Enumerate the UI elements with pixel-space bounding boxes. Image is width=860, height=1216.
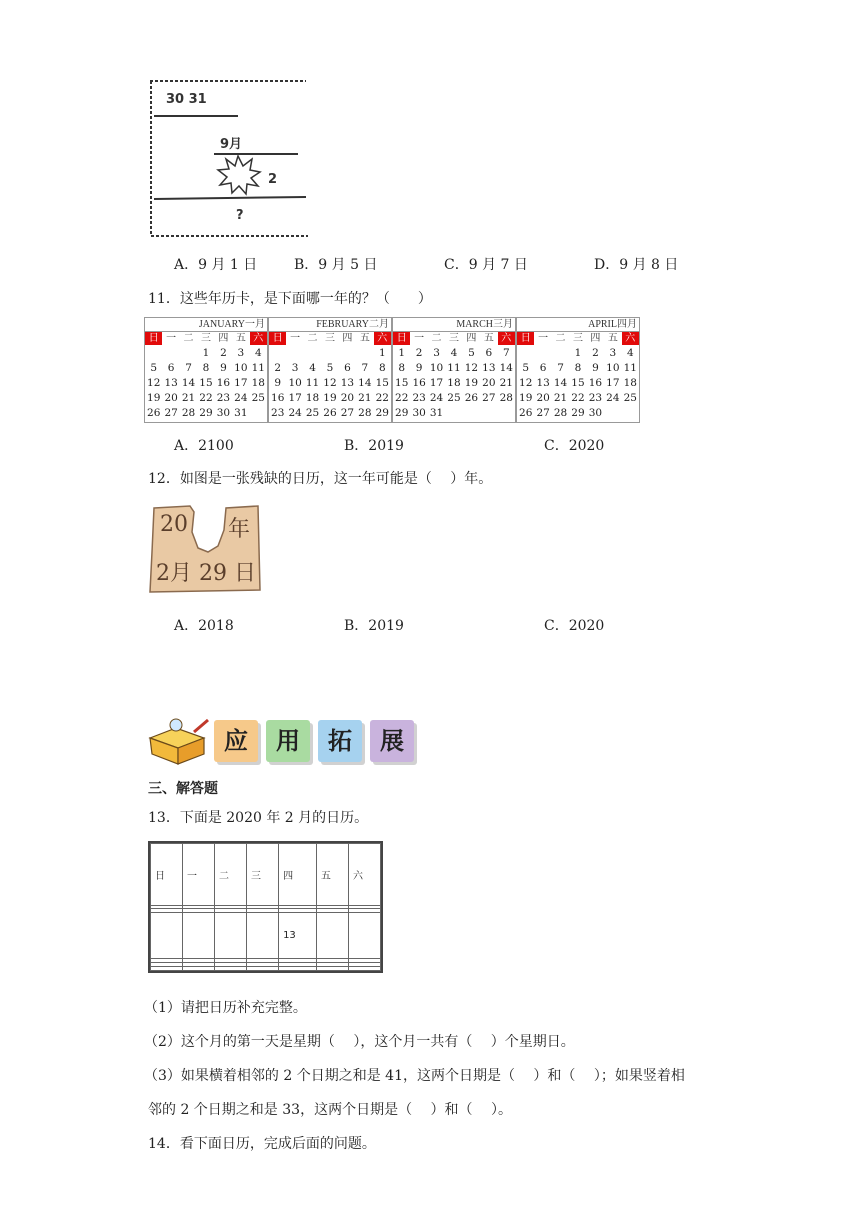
- calendar-card-january: [144, 317, 268, 423]
- day-grid: [517, 346, 639, 421]
- day-number: [339, 346, 356, 361]
- weekday-label: 一: [166, 333, 177, 344]
- blank-calendar-table: [148, 841, 383, 973]
- day-number: 14: [499, 362, 513, 374]
- table-row: [151, 967, 381, 971]
- weekday-label: 一: [414, 333, 425, 344]
- day-number: 9: [274, 377, 282, 389]
- day-number: 5: [150, 362, 158, 374]
- day-number: 2: [415, 347, 423, 359]
- day-number: 28: [358, 407, 372, 419]
- day-number: 29: [395, 407, 409, 419]
- day-number: 25: [623, 392, 637, 404]
- weekday-row: [269, 332, 391, 345]
- day-number: 12: [519, 377, 533, 389]
- table-cell[interactable]: [247, 913, 279, 959]
- weekday-label: 六: [498, 332, 515, 345]
- day-number: 31: [234, 407, 248, 419]
- day-number: 18: [305, 392, 320, 404]
- day-number: [552, 346, 569, 361]
- weekday-label: 六: [622, 332, 639, 345]
- weekday-label: 五: [483, 333, 494, 344]
- day-number: 3: [433, 347, 440, 359]
- weekday-label: 三: [200, 333, 211, 344]
- option-b[interactable]: B．2019: [344, 618, 404, 634]
- day-number: 4: [254, 347, 262, 359]
- day-number: 4: [450, 347, 458, 359]
- table-cell[interactable]: [316, 913, 348, 959]
- day-number: 22: [571, 392, 585, 404]
- weekday-label: 二: [555, 333, 566, 344]
- header-cell: 一: [183, 844, 215, 906]
- day-number: 13: [340, 377, 355, 389]
- day-number: 8: [378, 362, 386, 374]
- day-number: 19: [519, 392, 533, 404]
- weekday-label: 四: [466, 333, 477, 344]
- sub-question-3-line1: （3）如果横着相邻的 2 个日期之和是 41，这两个日期是（ ）和（ ）；如果竖着相: [144, 1068, 685, 1084]
- day-number: 5: [326, 362, 334, 374]
- weekday-label: 一: [538, 333, 549, 344]
- day-number: 29: [571, 407, 585, 419]
- day-number: 26: [464, 392, 479, 404]
- day-number: 13: [164, 377, 178, 389]
- day-number: 11: [447, 362, 461, 374]
- day-number: 6: [485, 347, 493, 359]
- table-cell[interactable]: [151, 967, 183, 971]
- day-number: 9: [592, 362, 599, 374]
- day-number: 7: [502, 347, 510, 359]
- day-number: 1: [574, 347, 582, 359]
- day-number: 23: [588, 392, 603, 404]
- day-number: 17: [606, 377, 620, 389]
- day-grid: [269, 346, 391, 421]
- date-text: 2月 29 日: [156, 561, 256, 586]
- banner-tile-4: 展: [370, 720, 414, 762]
- table-cell[interactable]: [183, 913, 215, 959]
- starburst-icon: [218, 156, 260, 194]
- table-cell[interactable]: [348, 967, 380, 971]
- day-number: 1: [202, 347, 210, 359]
- card-title: APRIL四月: [517, 318, 639, 332]
- sub-question-2: （2）这个月的第一天是星期（ ），这个月一共有（ ）个星期日。: [144, 1034, 575, 1050]
- weekday-label: 二: [183, 333, 194, 344]
- day-number: 5: [522, 362, 530, 374]
- header-cell: 六: [348, 844, 380, 906]
- option-d[interactable]: D．9 月 8 日: [594, 257, 679, 273]
- day-number: 20: [340, 392, 355, 404]
- day-number: 30: [412, 407, 426, 419]
- day-number: [321, 346, 338, 361]
- weekday-label: 二: [431, 333, 442, 344]
- day-number: 21: [358, 392, 372, 404]
- day-number: 1: [378, 347, 386, 359]
- day-number: 22: [199, 392, 213, 404]
- day-number: 18: [447, 377, 461, 389]
- day-number: 7: [557, 362, 564, 374]
- banner-tile-1: 应: [214, 720, 258, 762]
- day-number: 17: [288, 392, 302, 404]
- day-number: 22: [395, 392, 409, 404]
- day-number: 4: [626, 347, 634, 359]
- day-number: 26: [323, 407, 337, 419]
- day-number: 15: [571, 377, 585, 389]
- header-cell: 日: [151, 844, 183, 906]
- box-mascot-icon: [146, 716, 210, 766]
- day-number: 6: [167, 362, 175, 374]
- day-number: 16: [271, 392, 285, 404]
- section-title: 三、解答题: [148, 781, 218, 797]
- year-prefix: 20: [160, 512, 188, 537]
- weekday-label: 六: [374, 332, 391, 345]
- day-number: 6: [539, 362, 547, 374]
- day-number: 12: [147, 377, 161, 389]
- weekday-label: 五: [235, 333, 246, 344]
- weekday-label: 三: [448, 333, 459, 344]
- weekday-label: 日: [269, 332, 286, 345]
- option-c[interactable]: C．9 月 7 日: [444, 257, 528, 273]
- day-number: 8: [202, 362, 210, 374]
- weekday-label: 三: [572, 333, 583, 344]
- table-row: [151, 913, 381, 959]
- day-number: 3: [609, 347, 617, 359]
- day-number: 24: [288, 407, 302, 419]
- day-number: 10: [606, 362, 620, 374]
- weekday-label: 二: [307, 333, 318, 344]
- card-title: MARCH三月: [393, 318, 515, 332]
- day-number: 3: [291, 362, 299, 374]
- day-number: 27: [340, 407, 355, 419]
- day-grid: [145, 346, 267, 421]
- weekday-label: 一: [290, 333, 301, 344]
- day-number: 3: [237, 347, 245, 359]
- day-number: 14: [181, 377, 196, 389]
- day-number: 17: [234, 377, 248, 389]
- day-number: 15: [375, 377, 389, 389]
- day-number: 24: [234, 392, 248, 404]
- option-a[interactable]: A．2018: [174, 618, 234, 634]
- day-number: 11: [623, 362, 637, 374]
- day-number: 27: [482, 392, 496, 404]
- day-number: 18: [623, 377, 637, 389]
- day-number: 15: [395, 377, 409, 389]
- day-number: 31: [429, 407, 444, 419]
- calendar-card-april: [516, 317, 640, 423]
- weekday-label: 五: [359, 333, 370, 344]
- day-number: 16: [412, 377, 426, 389]
- day-number: 29: [375, 407, 389, 419]
- table-cell[interactable]: [348, 913, 380, 959]
- option-b[interactable]: B．9 月 5 日: [294, 257, 378, 273]
- day-number: 30: [216, 407, 231, 419]
- day-number: 10: [429, 362, 444, 374]
- torn-calendar-figure: [148, 78, 308, 238]
- day-number: 28: [499, 392, 513, 404]
- days-label: 30 31: [166, 92, 207, 107]
- calendar-card-february: [268, 317, 392, 423]
- day-number: 4: [309, 362, 316, 374]
- day-number: [517, 346, 534, 361]
- table-cell[interactable]: [247, 967, 279, 971]
- day-number: [286, 346, 303, 361]
- table-cell[interactable]: [215, 967, 247, 971]
- day-number: 13: [482, 362, 496, 374]
- day-number: 28: [553, 407, 568, 419]
- year-calendar-cards: [144, 317, 638, 421]
- day-number: 19: [147, 392, 161, 404]
- day-number: 27: [164, 407, 178, 419]
- day-number: 19: [323, 392, 337, 404]
- question-13-stem: 13．下面是 2020 年 2 月的日历。: [148, 810, 369, 826]
- marked-cell: 13: [279, 913, 317, 959]
- day-number: 22: [375, 392, 389, 404]
- day-number: 2: [274, 362, 282, 374]
- day-number: 21: [553, 392, 568, 404]
- option-c[interactable]: C．2020: [544, 438, 605, 454]
- weekday-label: 四: [218, 333, 229, 344]
- question-11-stem: 11．这些年历卡，是下面哪一年的？（ ）: [148, 291, 432, 307]
- day-number: [145, 346, 162, 361]
- day-number: [180, 346, 197, 361]
- table-cell[interactable]: [183, 967, 215, 971]
- day-number: 11: [305, 377, 320, 389]
- header-cell: 五: [316, 844, 348, 906]
- day-number: 23: [271, 407, 285, 419]
- day-number: 29: [199, 407, 213, 419]
- card-title: JANUARY一月: [145, 318, 267, 332]
- weekday-label: 五: [607, 333, 618, 344]
- option-c[interactable]: C．2020: [544, 618, 605, 634]
- option-b[interactable]: B．2019: [344, 438, 404, 454]
- day-number: 10: [234, 362, 248, 374]
- sub-question-3-line2: 邻的 2 个日期之和是 33，这两个日期是（ ）和（ ）。: [148, 1102, 512, 1118]
- day-number: [356, 346, 373, 361]
- day-number: 21: [181, 392, 196, 404]
- card-title: FEBRUARY二月: [269, 318, 391, 332]
- day-number: [304, 346, 321, 361]
- option-a[interactable]: A．2100: [174, 438, 234, 454]
- day-number: 27: [536, 407, 550, 419]
- day-number: 26: [147, 407, 161, 419]
- weekday-label: 四: [342, 333, 353, 344]
- sub-question-1: （1）请把日历补充完整。: [144, 1000, 307, 1016]
- weekday-row: [145, 332, 267, 345]
- day-number: 12: [323, 377, 337, 389]
- day-number: [269, 346, 286, 361]
- torn-date-card-figure: [146, 502, 262, 594]
- section-banner: [146, 716, 416, 766]
- table-cell[interactable]: [316, 967, 348, 971]
- day-number: 20: [164, 392, 178, 404]
- day-number: 24: [606, 392, 620, 404]
- year-suffix: 年: [228, 517, 251, 542]
- day-number: 19: [464, 377, 479, 389]
- question-12-stem: 12．如图是一张残缺的日历，这一年可能是（ ）年。: [148, 471, 493, 487]
- day-number: 7: [361, 362, 369, 374]
- day-number: 12: [464, 362, 479, 374]
- date-label: 2: [268, 172, 278, 187]
- day-number: 17: [429, 377, 444, 389]
- day-grid: [393, 346, 515, 421]
- weekday-row: [517, 332, 639, 345]
- table-cell[interactable]: [279, 967, 317, 971]
- day-number: 8: [574, 362, 582, 374]
- weekday-row: [393, 332, 515, 345]
- day-number: [534, 346, 551, 361]
- header-cell: 四: [279, 844, 317, 906]
- day-number: 20: [536, 392, 550, 404]
- day-number: 14: [553, 377, 568, 389]
- day-number: 25: [447, 392, 461, 404]
- day-number: [162, 346, 179, 361]
- header-cell: 三: [247, 844, 279, 906]
- day-number: 10: [288, 377, 302, 389]
- day-number: 9: [415, 362, 423, 374]
- day-number: 2: [220, 347, 227, 359]
- day-number: 6: [344, 362, 351, 374]
- weekday-label: 三: [324, 333, 335, 344]
- day-number: 15: [199, 377, 213, 389]
- day-number: 24: [429, 392, 444, 404]
- day-number: 13: [536, 377, 550, 389]
- day-number: 25: [305, 407, 320, 419]
- header-cell: 二: [215, 844, 247, 906]
- option-a[interactable]: A．9 月 1 日: [174, 257, 258, 273]
- weekday-label: 日: [517, 332, 534, 345]
- banner-tile-2: 用: [266, 720, 310, 762]
- banner-tile-3: 拓: [318, 720, 362, 762]
- day-number: 21: [499, 377, 513, 389]
- day-number: 23: [216, 392, 231, 404]
- day-number: 8: [398, 362, 406, 374]
- calendar-card-march: [392, 317, 516, 423]
- day-number: 1: [398, 347, 406, 359]
- day-number: 9: [220, 362, 227, 374]
- weekday-label: 日: [145, 332, 162, 345]
- day-number: 16: [216, 377, 231, 389]
- header-row: [151, 844, 381, 906]
- question-14-stem: 14．看下面日历，完成后面的问题。: [148, 1136, 376, 1152]
- day-number: 23: [412, 392, 426, 404]
- table-cell[interactable]: [151, 913, 183, 959]
- day-number: 20: [482, 377, 496, 389]
- day-number: 5: [468, 347, 475, 359]
- day-number: 18: [251, 377, 265, 389]
- month-label: 9月: [220, 137, 243, 152]
- day-number: 11: [251, 362, 265, 374]
- weekday-label: 六: [250, 332, 267, 345]
- day-number: 2: [592, 347, 599, 359]
- day-number: 26: [519, 407, 533, 419]
- table-cell[interactable]: [215, 913, 247, 959]
- weekday-label: 日: [393, 332, 410, 345]
- day-number: 25: [251, 392, 265, 404]
- question-mark: ?: [236, 208, 244, 223]
- day-number: 30: [588, 407, 603, 419]
- day-number: 16: [588, 377, 603, 389]
- day-number: 7: [185, 362, 192, 374]
- day-number: 14: [358, 377, 372, 389]
- day-number: 28: [181, 407, 196, 419]
- weekday-label: 四: [590, 333, 601, 344]
